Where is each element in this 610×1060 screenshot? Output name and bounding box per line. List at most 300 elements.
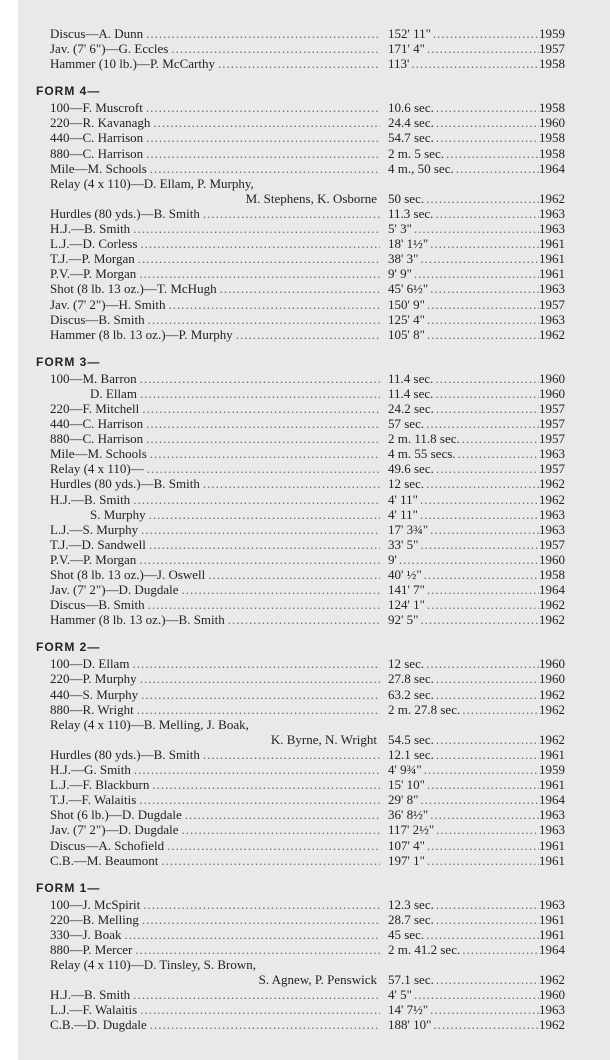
record-row [50,972,565,987]
event-name: Discus—A. Schofield [50,837,165,853]
record-row [50,146,565,161]
form-section [36,82,565,342]
leader-dots [428,522,539,537]
record-year: 1962 [539,491,565,507]
performance-cell [380,281,565,296]
leader-dots [146,537,380,552]
performance-cell [380,431,565,446]
performance-cell [380,56,565,71]
performance-cell [380,552,565,567]
record-year: 1958 [539,145,565,161]
event-name: K. Byrne, N. Wright [270,731,377,747]
event-name: 220—P. Murphy [50,671,137,687]
event-cell [50,702,380,717]
performance-cell [380,612,565,627]
record-row [50,597,565,612]
record-row [50,41,565,56]
performance-cell [380,762,565,777]
performance-value: 45' 6½" [388,281,429,297]
event-name: 440—C. Harrison [50,130,144,146]
record-row [50,297,565,312]
record-year: 1964 [539,941,565,957]
event-cell [50,297,380,312]
record-year: 1961 [539,837,565,853]
leader-dots [424,416,539,431]
leader-dots [434,822,539,837]
performance-cell [380,972,565,987]
page-margin [0,0,18,1060]
record-row [50,312,565,327]
performance-value: 17' 3¾" [388,521,429,537]
performance-cell [380,522,565,537]
event-name: T.J.—D. Sandwell [50,536,146,552]
record-year: 1963 [539,311,565,327]
record-row [50,476,565,491]
event-cell [50,853,380,868]
performance-value: 92' 5" [388,612,419,628]
event-name: 440—C. Harrison [50,416,144,432]
event-cell [50,461,380,476]
record-year: 1960 [539,656,565,672]
leader-dots [425,327,539,342]
leader-dots [140,897,380,912]
record-year: 1964 [539,582,565,598]
leader-dots [433,386,539,401]
record-year: 1959 [539,762,565,778]
performance-cell [380,251,565,266]
performance-value: 45 sec. [388,926,425,942]
leader-dots [434,687,539,702]
record-row [50,446,565,461]
event-name: C.B.—D. Dugdale [50,1017,147,1033]
leader-dots [200,206,380,221]
record-year: 1961 [539,251,565,267]
leader-dots [143,130,380,145]
record-year: 1957 [539,416,565,432]
performance-cell [380,671,565,686]
performance-cell [380,327,565,342]
leader-dots [143,100,380,115]
event-cell [50,130,380,145]
record-row [50,671,565,686]
leader-dots [137,371,380,386]
leader-dots [137,671,380,686]
event-name: Hurdles (80 yds.)—B. Smith [50,476,200,492]
event-cell [50,176,380,191]
performance-cell [380,822,565,837]
event-cell [50,838,380,853]
performance-value: 107' 4" [388,837,425,853]
form-section [36,353,565,628]
event-name: Discus—B. Smith [50,311,145,327]
record-year: 1962 [539,686,565,702]
leader-dots [135,251,380,266]
event-name: Jav. (7' 2")—H. Smith [50,296,166,312]
performance-value: 15' 10" [388,777,425,793]
performance-value: 197' 1" [388,852,425,868]
event-cell [50,822,380,837]
record-year: 1960 [539,987,565,1003]
event-cell [50,597,380,612]
record-year: 1963 [539,822,565,838]
record-year: 1960 [539,370,565,386]
record-year: 1961 [539,746,565,762]
leader-dots [425,297,539,312]
leader-dots [425,777,539,792]
performance-cell [380,582,565,597]
performance-cell [380,236,565,251]
leader-dots [205,567,380,582]
record-row [50,807,565,822]
leader-dots [433,206,539,221]
event-name: Jav. (7' 6")—G. Eccles [50,41,169,57]
record-year: 1960 [539,551,565,567]
record-row [50,687,565,702]
performance-cell [380,687,565,702]
event-cell [50,431,380,446]
performance-cell [380,446,565,461]
record-year: 1957 [539,461,565,477]
event-name: 440—S. Murphy [50,686,139,702]
event-cell [50,206,380,221]
record-year: 1957 [539,536,565,552]
leader-dots [145,312,380,327]
performance-cell [380,401,565,416]
event-cell [50,401,380,416]
event-name: P.V.—P. Morgan [50,266,137,282]
event-cell [50,41,380,56]
event-cell [50,191,380,206]
leader-dots [418,612,539,627]
event-cell [50,671,380,686]
event-name: Hurdles (80 yds.)—B. Smith [50,746,200,762]
record-row [50,251,565,266]
leader-dots [131,762,380,777]
performance-value: 9' [388,551,397,567]
record-row [50,371,565,386]
record-row [50,717,565,732]
record-year: 1961 [539,911,565,927]
leader-dots [434,401,539,416]
event-name: L.J.—F. Blackburn [50,777,150,793]
performance-cell [380,1002,565,1017]
event-cell [50,537,380,552]
record-year: 1964 [539,792,565,808]
leader-dots [144,461,380,476]
leader-dots [428,1002,539,1017]
performance-value: 113' [388,56,410,72]
event-cell [50,942,380,957]
record-row [50,176,565,191]
record-year: 1963 [539,221,565,237]
event-name: 880—C. Harrison [50,145,144,161]
event-cell [50,732,380,747]
event-name: Relay (4 x 110)—B. Melling, J. Boak, [50,716,249,732]
performance-value: 57.1 sec. [388,972,434,988]
record-year: 1963 [539,521,565,537]
record-row [50,747,565,762]
performance-value: 18' 1½" [388,236,429,252]
event-name: Jav. (7' 2")—D. Dugdale [50,582,179,598]
performance-cell [380,416,565,431]
performance-cell [380,312,565,327]
record-row [50,732,565,747]
record-year: 1958 [539,130,565,146]
record-year: 1960 [539,385,565,401]
performance-cell [380,461,565,476]
leader-dots [130,221,380,236]
record-year: 1957 [539,296,565,312]
performance-cell [380,732,565,747]
record-year: 1963 [539,807,565,823]
performance-value: 36' 8½" [388,807,429,823]
event-name: 100—D. Ellam [50,656,130,672]
leader-dots [434,972,539,987]
leader-dots [434,461,539,476]
record-year: 1962 [539,190,565,206]
record-row [50,266,565,281]
record-row [50,507,565,522]
event-name: Shot (8 lb. 13 oz.)—J. Oswell [50,567,206,582]
event-cell [50,927,380,942]
event-name: 880—P. Mercer [50,941,133,957]
record-year: 1962 [539,612,565,628]
performance-cell [380,297,565,312]
leader-dots [425,597,539,612]
record-row [50,987,565,1002]
event-name: Discus—B. Smith [50,597,145,613]
leader-dots [456,446,539,461]
leader-dots [431,1017,539,1032]
record-year: 1961 [539,777,565,793]
performance-cell [380,386,565,401]
section-heading: FORM 4— [36,84,101,99]
leader-dots [434,671,539,686]
record-row [50,191,565,206]
leader-dots [412,221,539,236]
leader-dots [418,792,539,807]
record-year: 1958 [539,567,565,582]
event-cell [50,972,380,987]
event-name: H.J.—G. Smith [50,762,131,778]
leader-dots [424,656,539,671]
event-cell [50,656,380,671]
record-year: 1957 [539,41,565,57]
record-row [50,26,565,41]
leader-dots [166,297,381,312]
leader-dots [139,401,380,416]
section-heading: FORM 3— [36,354,101,369]
record-year: 1962 [539,597,565,613]
leader-dots [132,942,380,957]
performance-cell [380,206,565,221]
performance-cell [380,371,565,386]
record-year: 1958 [539,100,565,116]
leader-dots [434,897,539,912]
event-name: Discus—A. Dunn [50,26,144,41]
leader-dots [138,687,380,702]
event-name: 220—B. Melling [50,911,139,927]
event-cell [50,56,380,71]
record-row [50,1002,565,1017]
event-cell [50,251,380,266]
leader-dots [178,822,380,837]
form-section [50,26,565,71]
records-page [36,26,565,1033]
record-row [50,897,565,912]
leader-dots [425,853,539,868]
event-cell [50,507,380,522]
record-row [50,386,565,401]
leader-dots [425,582,539,597]
performance-cell [380,912,565,927]
leader-dots [122,927,381,942]
leader-dots [134,702,380,717]
performance-value: 9' 9" [388,266,412,282]
record-row [50,100,565,115]
performance-value: 11.4 sec. [388,370,434,386]
leader-dots [143,26,380,41]
record-row [50,431,565,446]
leader-dots [136,266,380,281]
record-row [50,327,565,342]
performance-cell [380,191,565,206]
event-name: S. Murphy [90,506,146,522]
performance-value: 10.6 sec. [388,100,434,116]
performance-cell [380,853,565,868]
performance-value: 28.7 sec. [388,911,434,927]
leader-dots [428,236,539,251]
record-row [50,942,565,957]
leader-dots [130,987,380,1002]
record-row [50,853,565,868]
leader-dots [434,912,539,927]
performance-cell [380,567,565,582]
performance-value: 24.4 sec. [388,115,434,131]
event-cell [50,446,380,461]
leader-dots [434,747,539,762]
record-row [50,416,565,431]
performance-cell [380,597,565,612]
record-row [50,461,565,476]
record-row [50,236,565,251]
event-name: L.J.—S. Murphy [50,521,139,537]
performance-value: 150' 9" [388,296,425,312]
event-cell [50,266,380,281]
leader-dots [168,41,380,56]
event-cell [50,807,380,822]
performance-value: 14' 7½" [388,1002,429,1018]
record-row [50,206,565,221]
record-year: 1958 [539,56,565,72]
leader-dots [434,100,539,115]
leader-dots [145,597,380,612]
performance-value: 24.2 sec. [388,400,434,416]
event-cell [50,1002,380,1017]
record-year: 1962 [539,476,565,492]
event-name: H.J.—B. Smith [50,221,131,237]
event-name: L.J.—D. Corless [50,236,138,252]
performance-value: 188' 10" [388,1017,432,1033]
performance-value: 38' 3" [388,251,419,267]
leader-dots [397,552,539,567]
leader-dots [136,552,380,567]
event-cell [50,687,380,702]
record-row [50,1017,565,1032]
event-name: H.J.—B. Smith [50,491,131,507]
leader-dots [182,807,380,822]
performance-value: 40' ½" [388,567,422,582]
event-name: Shot (8 lb. 13 oz.)—T. McHugh [50,281,217,297]
event-name: 880—C. Harrison [50,431,144,447]
event-name: P.V.—P. Morgan [50,551,137,567]
record-year: 1963 [539,506,565,522]
leader-dots [130,492,380,507]
leader-dots [444,146,539,161]
leader-dots [164,838,380,853]
event-cell [50,386,380,401]
event-name: Relay (4 x 110)— [50,461,144,477]
performance-value: 63.2 sec. [388,686,434,702]
record-year: 1962 [539,701,565,717]
record-year: 1957 [539,400,565,416]
event-cell [50,492,380,507]
event-name: Shot (6 lb.)—D. Dugdale [50,807,182,823]
leader-dots [418,507,539,522]
event-cell [50,762,380,777]
leader-dots [425,312,539,327]
event-name: Mile—M. Schools [50,446,147,462]
performance-cell [380,777,565,792]
record-year: 1961 [539,236,565,252]
leader-dots [418,492,539,507]
record-row [50,492,565,507]
leader-dots [149,777,380,792]
form-section [36,638,565,868]
event-name: 330—J. Boak [50,926,122,942]
event-name: 100—J. McSpirit [50,896,141,912]
performance-value: 117' 2½" [388,822,435,838]
record-row [50,161,565,176]
event-name: Relay (4 x 110)—D. Ellam, P. Murphy, [50,175,254,191]
record-row [50,612,565,627]
record-year: 1962 [539,731,565,747]
leader-dots [137,236,380,251]
leader-dots [137,386,380,401]
record-row [50,221,565,236]
performance-cell [380,747,565,762]
record-year: 1960 [539,115,565,131]
record-row [50,582,565,597]
event-cell [50,747,380,762]
record-year: 1963 [539,1002,565,1018]
record-row [50,130,565,145]
record-year: 1957 [539,431,565,447]
performance-value: 29' 8" [388,792,419,808]
leader-dots [200,476,380,491]
event-name: 880—R. Wright [50,701,134,717]
leader-dots [433,371,539,386]
performance-value: 54.5 sec. [388,731,434,747]
event-name: Mile—M. Schools [50,160,147,176]
leader-dots [129,656,380,671]
leader-dots [225,612,380,627]
event-cell [50,792,380,807]
section-heading: FORM 1— [36,880,101,895]
performance-cell [380,927,565,942]
leader-dots [428,807,539,822]
record-year: 1962 [539,1017,565,1033]
